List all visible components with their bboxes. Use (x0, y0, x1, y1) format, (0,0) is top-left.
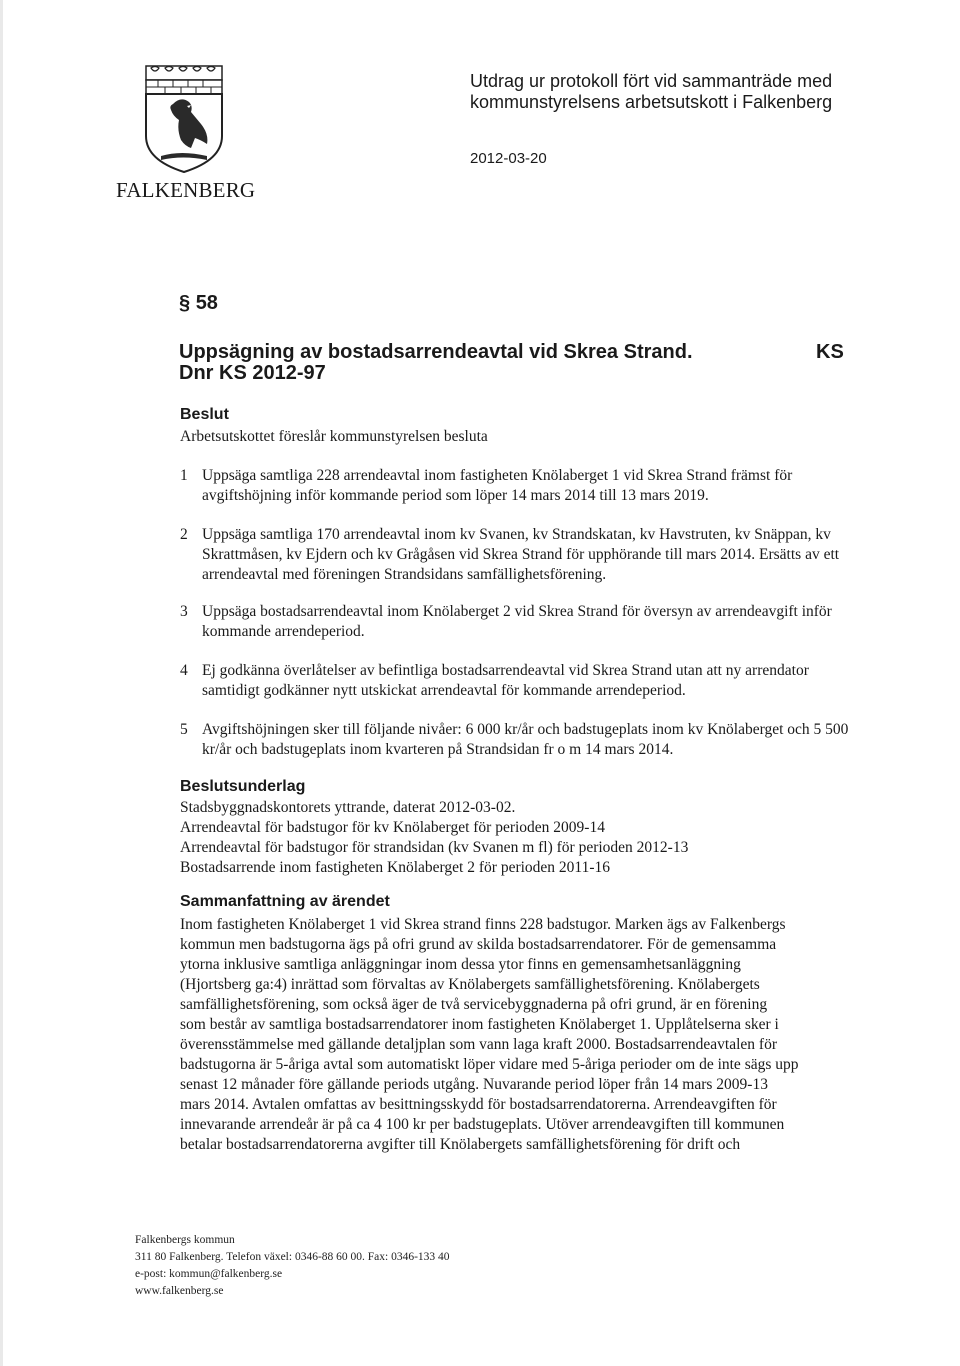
scan-edge (0, 0, 3, 1366)
list-item: Bostadsarrende inom fastigheten Knölaberget 2 för perioden 2011-16 (180, 859, 611, 876)
text-line: samfällighetsförening, som också äger de två servicebyggnaderna på ofri grund, är en förening (180, 996, 768, 1013)
paragraph-number (179, 292, 218, 315)
footer-web: www.falkenberg.se (135, 1285, 224, 1297)
list-item: Arrendeavtal för badstugor för strandsidan (kv Svanen m fl) för perioden 2012-13 (180, 839, 689, 856)
sammanfattning-text (180, 915, 860, 1155)
protocol-title-line2: kommunstyrelsens arbetsutskott i Falkenberg (470, 92, 833, 112)
municipality-name: FALKENBERG (116, 178, 256, 202)
text-line: senast 12 månader före gällande periods utgång. Nuvarande period löper från 14 mars 2009-13 (180, 1076, 768, 1093)
footer-email: e-post: kommun@falkenberg.se (135, 1268, 283, 1280)
beslutsunderlag-list (180, 798, 688, 878)
text-line: mars 2014. Avtalen omfattas av besittningsskydd för bostadsarrendatorerna. Arrendeavgiften för (180, 1096, 777, 1113)
case-dnr: Dnr KS 2012-97 (179, 362, 326, 384)
case-title: Uppsägning av bostadsarrendeavtal vid Skrea Strand. (179, 341, 693, 363)
protocol-title-line1: Utdrag ur protokoll fört vid sammanträde med (470, 71, 833, 91)
beslut-item (180, 661, 860, 701)
item-number: 1 (180, 467, 188, 484)
list-item: Stadsbyggnadskontorets yttrande, daterat 2012-03-02. (180, 799, 516, 816)
text-line: som består av samtliga bostadsarrendatorer inom fastigheten Knölaberget 1. Upplåtelserna sker i (180, 1016, 779, 1033)
ks-mark: KS (816, 341, 844, 363)
item-number: 3 (180, 603, 188, 620)
text-line: badstugorna är 5-åriga avtal som automatiskt löper vidare med 5-åriga perioder om de inte sägs upp (180, 1056, 799, 1073)
text-line: kommun men badstugorna ägs på ofri grund av skilda bostadsarrendatorer. För de gemensamma (180, 936, 777, 953)
item-number: 4 (180, 662, 188, 679)
paragraph-number-value: 58 (195, 292, 218, 314)
sammanfattning-heading: Sammanfattning av ärendet (180, 893, 390, 910)
item-number: 2 (180, 526, 188, 543)
text-line: (Hjortsberg ga:4) inrättad som förvaltas av Knölabergets samfällighetsförening. Knölabergets (180, 976, 760, 993)
text-line: innevarande arrendeår är på ca 4 100 kr per badstugeplats. Utöver arrendeavgiften till kommunen (180, 1116, 785, 1133)
item-text: Uppsäga bostadsarrendeavtal inom Knölaberget 2 vid Skrea Strand för översyn av arrendeavgift inför kommande arrendeperiod. (202, 603, 832, 640)
paragraph-symbol: § (179, 292, 191, 314)
footer-org: Falkenbergs kommun (135, 1234, 235, 1246)
item-text: Avgiftshöjningen sker till följande nivåer: 6 000 kr/år och badstugeplats inom kv Knölaberget och 5 500 kr/år och badstugeplats inom kvarteren på Strandsidan fr o m 14 mars 2014. (202, 721, 849, 758)
list-item: Arrendeavtal för badstugor för kv Knölaberget för perioden 2009-14 (180, 819, 605, 836)
footer (135, 1232, 450, 1300)
beslut-item (180, 720, 860, 760)
item-text: Uppsäga samtliga 170 arrendeavtal inom kv Svanen, kv Strandskatan, kv Havstruten, kv Snäppan, kv Skrattmåsen, kv Ejdern och kv Grågåsen vid Skrea Strand för upphörande till mars 2014. Ersätts av ett arrendeavtal med föreningen Strandsidans samfällighetsförening. (202, 526, 840, 583)
falcon-crest-icon (143, 64, 225, 174)
meeting-date: 2012-03-20 (470, 150, 547, 167)
beslutsunderlag-heading: Beslutsunderlag (180, 778, 306, 795)
beslut-intro: Arbetsutskottet föreslår kommunstyrelsen besluta (180, 428, 488, 445)
text-line: Inom fastigheten Knölaberget 1 vid Skrea strand finns 228 badstugor. Marken ägs av Falkenbergs (180, 916, 786, 933)
item-number: 5 (180, 721, 188, 738)
beslut-heading: Beslut (180, 406, 229, 423)
text-line: betalar bostadsarrendatorerna avgifter till Knölabergets samfällighetsförening för drift och (180, 1136, 741, 1153)
item-text: Uppsäga samtliga 228 arrendeavtal inom fastigheten Knölaberget 1 vid Skrea Strand främst för avgiftshöjning inför kommande period som löper 14 mars 2014 till 13 mars 2019. (202, 467, 793, 504)
text-line: ytorna inklusive samtliga anläggningar inom dessa ytor finns en gemensamhetsanläggning (180, 956, 741, 973)
footer-address: 311 80 Falkenberg. Telefon växel: 0346-88 60 00. Fax: 0346-133 40 (135, 1251, 450, 1263)
beslut-item (180, 525, 860, 585)
item-text: Ej godkänna överlåtelser av befintliga bostadsarrendeavtal vid Skrea Strand utan att ny arrendator samtidigt godkänner nytt utskickat arrendeavtal för kommande arrendeperiod. (202, 662, 809, 699)
beslut-item (180, 466, 860, 506)
text-line: överensstämmelse med gällande detaljplan som vann laga kraft 2000. Bostadsarrendeavtalen för (180, 1036, 777, 1053)
beslut-item (180, 602, 860, 642)
